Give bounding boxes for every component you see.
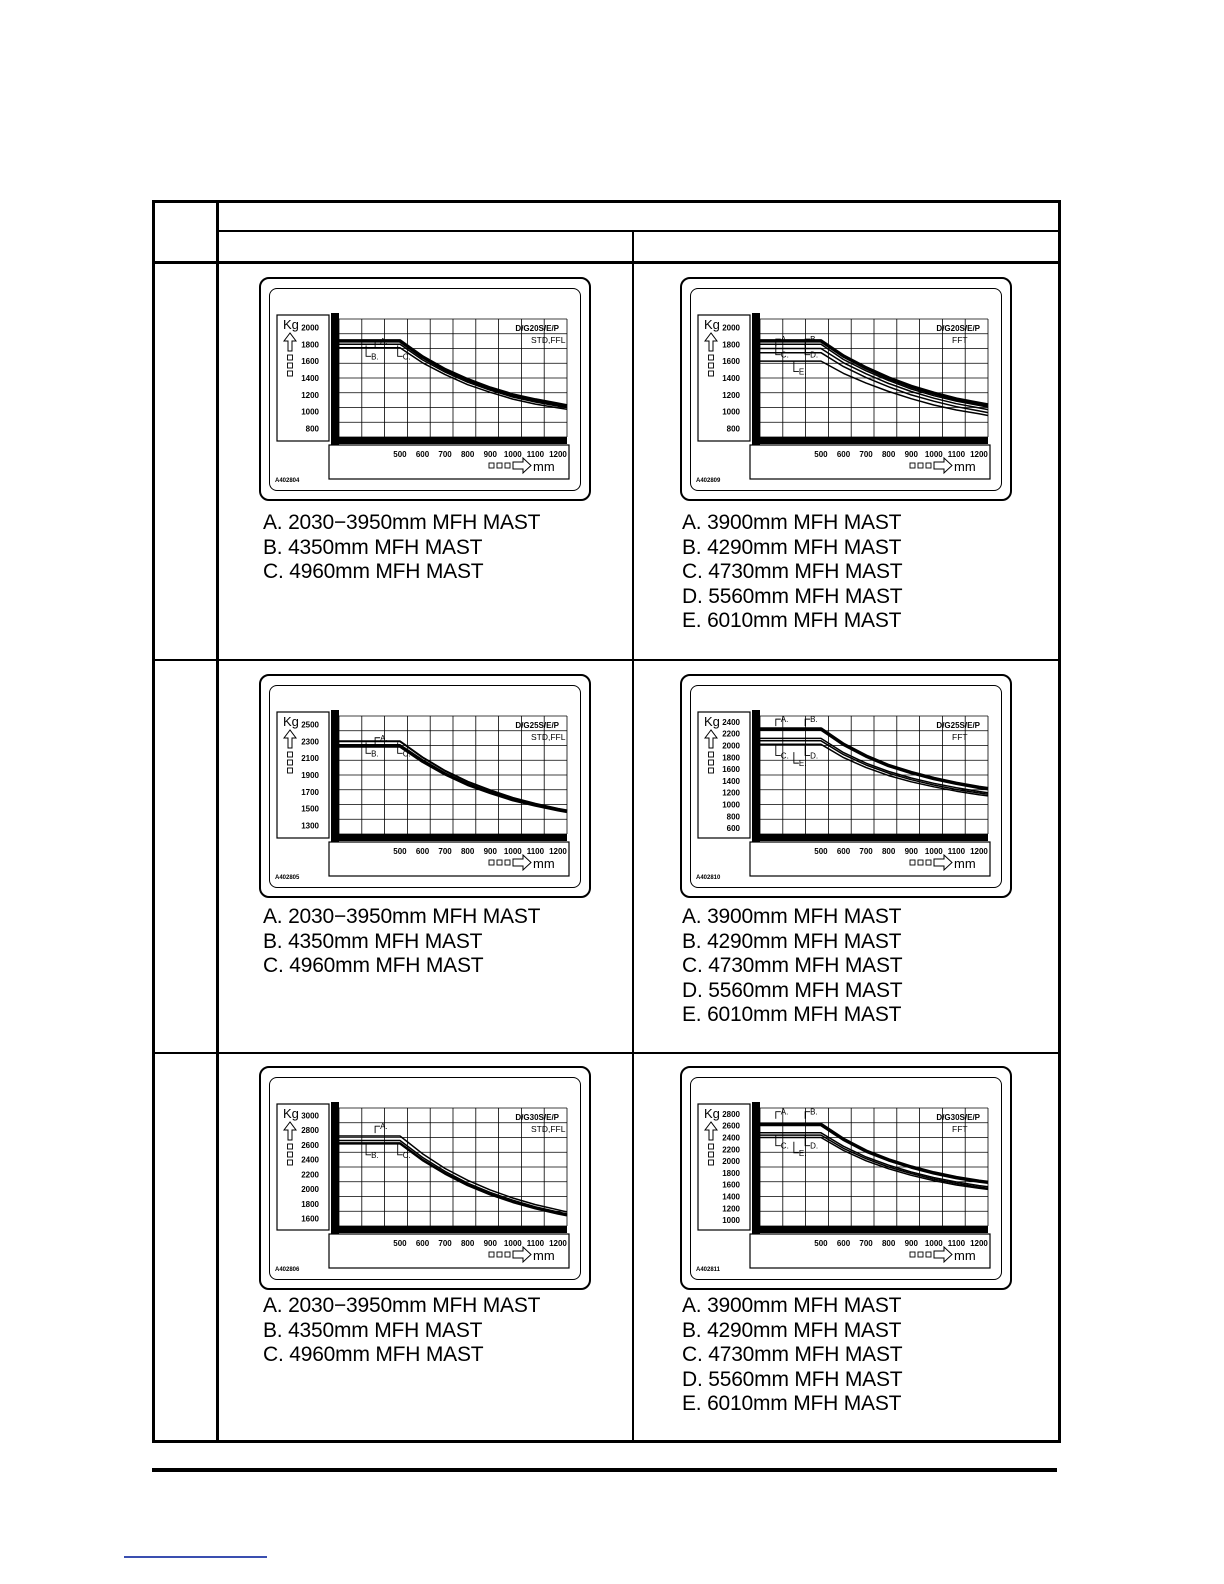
y-unit-label: Kg xyxy=(704,1106,720,1121)
x-tick-label: 600 xyxy=(415,847,430,856)
legend-item: C. 4960mm MFH MAST xyxy=(263,954,484,977)
legend-item: C. 4730mm MFH MAST xyxy=(682,560,903,583)
model-label: D/G20S/E/P xyxy=(515,324,559,333)
curve-label: D. xyxy=(810,751,819,761)
y-tick-label: 2300 xyxy=(301,737,319,747)
right-arrow-icon xyxy=(513,1247,531,1262)
capacity-chart xyxy=(680,1066,1012,1290)
square-icon xyxy=(497,860,502,865)
x-tick-label: 1000 xyxy=(503,1239,522,1248)
square-icon xyxy=(709,355,714,360)
y-tick-label: 1800 xyxy=(301,340,319,350)
right-arrow-icon xyxy=(934,458,952,473)
x-unit-label: mm xyxy=(954,459,976,474)
x-tick-label: 800 xyxy=(460,847,475,856)
legend-item: B. 4350mm MFH MAST xyxy=(263,535,483,559)
y-tick-label: 2000 xyxy=(301,323,319,333)
curve-label: E. xyxy=(798,759,807,769)
square-icon xyxy=(497,1252,502,1257)
square-icon xyxy=(918,463,923,468)
x-tick-label: 500 xyxy=(814,450,828,459)
mast-legend xyxy=(682,511,902,634)
x-tick-label: 800 xyxy=(460,1239,475,1248)
mast-legend xyxy=(263,511,540,585)
variant-label: FFT xyxy=(952,335,968,345)
square-icon xyxy=(288,363,293,368)
model-label: D/G25S/E/P xyxy=(936,721,980,730)
x-tick-label: 500 xyxy=(814,1239,828,1248)
variant-label: STD,FFL xyxy=(531,335,566,345)
table-divider-middle xyxy=(632,231,634,1443)
y-tick-label: 1400 xyxy=(301,374,319,383)
x-tick-label: 900 xyxy=(904,1239,918,1248)
x-tick-label: 800 xyxy=(881,450,896,459)
square-icon xyxy=(709,1160,714,1165)
model-label: D/G20S/E/P xyxy=(936,324,980,333)
curve-label: C. xyxy=(780,751,789,761)
y-tick-label: 3000 xyxy=(301,1111,319,1121)
curve-label: B. xyxy=(371,1150,379,1160)
curve-label: A. xyxy=(780,335,789,345)
y-tick-label: 800 xyxy=(305,424,319,434)
legend-item: C. 4730mm MFH MAST xyxy=(682,954,903,977)
legend-item: A. 3900mm MFH MAST xyxy=(682,511,902,534)
square-icon xyxy=(709,371,714,376)
curve-label: B. xyxy=(810,1107,818,1117)
y-unit-label: Kg xyxy=(283,317,299,332)
curve-label: D. xyxy=(810,350,819,360)
square-icon xyxy=(709,760,714,765)
curve-label: D. xyxy=(810,1141,819,1151)
y-unit-label: Kg xyxy=(283,1106,299,1121)
y-tick-label: 2000 xyxy=(301,1185,319,1195)
y-tick-label: 1200 xyxy=(722,390,740,400)
x-tick-label: 1000 xyxy=(924,1239,943,1248)
figure-code: A402809 xyxy=(696,478,721,484)
y-tick-label: 1800 xyxy=(722,1168,740,1178)
y-axis xyxy=(331,710,339,842)
y-tick-label: 2100 xyxy=(301,754,319,764)
x-tick-label: 700 xyxy=(438,450,452,459)
x-tick-label: 1100 xyxy=(526,847,545,856)
curve-label: B. xyxy=(810,715,818,725)
legend-item: C. 4960mm MFH MAST xyxy=(263,560,484,583)
x-tick-label: 800 xyxy=(881,847,896,856)
x-tick-label: 700 xyxy=(859,1239,873,1248)
x-tick-label: 1200 xyxy=(970,450,988,459)
variant-label: STD,FFL xyxy=(531,1124,566,1134)
y-axis xyxy=(752,313,760,445)
y-tick-label: 1300 xyxy=(301,821,319,831)
bottom-rule xyxy=(152,1468,1057,1472)
curve-label: C. xyxy=(402,352,411,362)
y-tick-label: 1000 xyxy=(301,407,319,417)
square-icon xyxy=(288,1144,293,1149)
right-arrow-icon xyxy=(934,1247,952,1262)
curve-label: C. xyxy=(402,749,411,759)
legend-item: E. 6010mm MFH MAST xyxy=(682,1003,902,1026)
x-tick-label: 600 xyxy=(836,1239,851,1248)
x-tick-label: 1100 xyxy=(947,1239,966,1248)
square-icon xyxy=(910,1252,915,1257)
square-icon xyxy=(288,1160,293,1165)
figure-code: A402810 xyxy=(696,875,721,881)
x-tick-label: 1100 xyxy=(947,450,966,459)
y-tick-label: 800 xyxy=(726,812,740,822)
x-tick-label: 1000 xyxy=(503,450,522,459)
legend-item: C. 4960mm MFH MAST xyxy=(263,1343,484,1366)
y-tick-label: 1600 xyxy=(722,357,740,367)
x-tick-label: 800 xyxy=(460,450,475,459)
legend-item: D. 5560mm MFH MAST xyxy=(682,584,903,608)
square-icon xyxy=(505,1252,510,1257)
y-tick-label: 2600 xyxy=(301,1140,319,1150)
y-tick-label: 2000 xyxy=(722,323,740,333)
square-icon xyxy=(489,463,494,468)
legend-item: C. 4730mm MFH MAST xyxy=(682,1343,903,1366)
x-tick-label: 900 xyxy=(904,450,918,459)
legend-item: B. 4290mm MFH MAST xyxy=(682,1318,902,1342)
y-unit-label: Kg xyxy=(704,317,720,332)
model-label: D/G30S/E/P xyxy=(515,1113,559,1122)
y-tick-label: 2000 xyxy=(722,1157,740,1167)
up-arrow-icon xyxy=(284,1122,296,1140)
x-axis xyxy=(752,1226,988,1233)
x-tick-label: 1200 xyxy=(970,847,988,856)
x-tick-label: 500 xyxy=(814,847,828,856)
y-tick-label: 1500 xyxy=(301,804,319,814)
y-tick-label: 1600 xyxy=(301,357,319,367)
up-arrow-icon xyxy=(284,730,296,748)
capacity-chart xyxy=(259,1066,591,1290)
table-divider-label-column xyxy=(216,200,219,1443)
x-tick-label: 1000 xyxy=(924,450,943,459)
y-axis xyxy=(752,1102,760,1234)
curve-label: C. xyxy=(402,1150,411,1160)
legend-item: A. 2030−3950mm MFH MAST xyxy=(263,905,541,928)
right-arrow-icon xyxy=(513,855,531,870)
x-tick-label: 1000 xyxy=(503,847,522,856)
up-arrow-icon xyxy=(705,730,717,748)
square-icon xyxy=(926,1252,931,1257)
square-icon xyxy=(489,1252,494,1257)
square-icon xyxy=(288,371,293,376)
x-unit-label: mm xyxy=(533,856,555,871)
y-tick-label: 1600 xyxy=(722,1180,740,1190)
x-tick-label: 500 xyxy=(393,847,407,856)
y-axis xyxy=(331,313,339,445)
legend-item: B. 4350mm MFH MAST xyxy=(263,1318,483,1342)
y-tick-label: 1200 xyxy=(301,390,319,400)
square-icon xyxy=(288,768,293,773)
y-tick-label: 1200 xyxy=(722,1204,740,1214)
square-icon xyxy=(910,463,915,468)
variant-label: FFT xyxy=(952,1124,968,1134)
legend-item: B. 4290mm MFH MAST xyxy=(682,929,902,953)
mast-legend xyxy=(263,1294,540,1368)
mast-legend xyxy=(682,1294,902,1417)
x-tick-label: 1200 xyxy=(549,450,567,459)
y-axis xyxy=(752,710,760,842)
y-tick-label: 2600 xyxy=(722,1121,740,1131)
x-tick-label: 600 xyxy=(415,450,430,459)
row-rule-1 xyxy=(152,659,1061,661)
load-capacity-label xyxy=(259,674,591,898)
legend-item: A. 3900mm MFH MAST xyxy=(682,905,902,928)
load-capacity-label xyxy=(680,1066,1012,1290)
y-tick-label: 1000 xyxy=(722,1216,740,1226)
figure-code: A402805 xyxy=(275,875,300,881)
x-tick-label: 600 xyxy=(836,847,851,856)
y-tick-label: 1800 xyxy=(722,753,740,763)
row-rule-2 xyxy=(152,1052,1061,1054)
model-label: D/G25S/E/P xyxy=(515,721,559,730)
y-tick-label: 1900 xyxy=(301,771,319,780)
x-unit-label: mm xyxy=(533,459,555,474)
square-icon xyxy=(926,860,931,865)
legend-item: D. 5560mm MFH MAST xyxy=(682,1367,903,1391)
capacity-chart xyxy=(259,277,591,501)
square-icon xyxy=(505,463,510,468)
legend-item: B. 4290mm MFH MAST xyxy=(682,535,902,559)
y-tick-label: 2400 xyxy=(301,1155,319,1165)
y-tick-label: 2200 xyxy=(722,1145,740,1155)
legend-item: A. 2030−3950mm MFH MAST xyxy=(263,1294,541,1317)
legend-item: A. 2030−3950mm MFH MAST xyxy=(263,511,541,534)
square-icon xyxy=(288,1152,293,1157)
mast-legend xyxy=(263,905,540,979)
square-icon xyxy=(288,355,293,360)
curve-label: B. xyxy=(371,749,379,759)
x-tick-label: 700 xyxy=(438,1239,452,1248)
x-axis xyxy=(752,834,988,841)
load-capacity-label xyxy=(259,1066,591,1290)
curve-label: A. xyxy=(380,733,388,743)
square-icon xyxy=(288,752,293,757)
y-tick-label: 1000 xyxy=(722,407,740,417)
x-unit-label: mm xyxy=(533,1248,555,1263)
square-icon xyxy=(926,463,931,468)
square-icon xyxy=(505,860,510,865)
square-icon xyxy=(709,752,714,757)
x-axis xyxy=(331,437,567,444)
x-tick-label: 1000 xyxy=(924,847,943,856)
load-capacity-label xyxy=(680,277,1012,501)
variant-label: STD,FFL xyxy=(531,732,566,742)
x-tick-label: 600 xyxy=(415,1239,430,1248)
x-axis xyxy=(752,437,988,444)
x-tick-label: 1100 xyxy=(526,1239,545,1248)
x-tick-label: 1100 xyxy=(947,847,966,856)
header-rule-2 xyxy=(152,261,1061,264)
x-tick-label: 700 xyxy=(859,450,873,459)
y-tick-label: 1700 xyxy=(301,787,319,797)
figure-code: A402804 xyxy=(275,478,300,484)
capacity-chart xyxy=(259,674,591,898)
square-icon xyxy=(288,760,293,765)
legend-item: A. 3900mm MFH MAST xyxy=(682,1294,902,1317)
y-tick-label: 2800 xyxy=(722,1109,740,1119)
y-tick-label: 1800 xyxy=(722,340,740,350)
y-tick-label: 2000 xyxy=(722,741,740,751)
square-icon xyxy=(918,860,923,865)
x-tick-label: 1200 xyxy=(970,1239,988,1248)
square-icon xyxy=(918,1252,923,1257)
right-arrow-icon xyxy=(513,458,531,473)
square-icon xyxy=(709,1152,714,1157)
y-unit-label: Kg xyxy=(704,714,720,729)
curve-label: B. xyxy=(810,335,818,345)
curve-label: A. xyxy=(780,715,789,725)
y-tick-label: 2800 xyxy=(301,1126,319,1136)
x-tick-label: 1200 xyxy=(549,1239,567,1248)
y-tick-label: 600 xyxy=(726,824,740,834)
x-tick-label: 800 xyxy=(881,1239,896,1248)
x-tick-label: 700 xyxy=(859,847,873,856)
x-tick-label: 1200 xyxy=(549,847,567,856)
x-tick-label: 900 xyxy=(483,1239,497,1248)
curve-label: A. xyxy=(780,1107,789,1117)
y-axis xyxy=(331,1102,339,1234)
y-label-box xyxy=(277,1104,329,1230)
y-tick-label: 1400 xyxy=(722,776,740,786)
x-tick-label: 900 xyxy=(483,450,497,459)
figure-code: A402806 xyxy=(275,1267,300,1273)
x-axis xyxy=(331,1226,567,1233)
y-tick-label: 2200 xyxy=(301,1170,319,1180)
square-icon xyxy=(709,1144,714,1149)
y-tick-label: 2200 xyxy=(722,729,740,739)
y-tick-label: 2400 xyxy=(722,717,740,727)
x-tick-label: 1100 xyxy=(526,450,545,459)
x-tick-label: 900 xyxy=(904,847,918,856)
square-icon xyxy=(709,768,714,773)
curve-label: A. xyxy=(380,336,388,346)
y-tick-label: 1600 xyxy=(301,1214,319,1224)
curve-label: B. xyxy=(371,352,379,362)
x-tick-label: 600 xyxy=(836,450,851,459)
square-icon xyxy=(489,860,494,865)
model-label: D/G30S/E/P xyxy=(936,1113,980,1122)
x-tick-label: 500 xyxy=(393,1239,407,1248)
y-tick-label: 1400 xyxy=(722,374,740,383)
figure-code: A402811 xyxy=(696,1267,721,1273)
x-unit-label: mm xyxy=(954,1248,976,1263)
curve-label: A. xyxy=(380,1122,388,1132)
curve-label: E. xyxy=(798,367,807,377)
y-tick-label: 800 xyxy=(726,424,740,434)
legend-item: B. 4350mm MFH MAST xyxy=(263,929,483,953)
y-tick-label: 1000 xyxy=(722,800,740,810)
curve-label: E. xyxy=(798,1148,807,1158)
square-icon xyxy=(910,860,915,865)
square-icon xyxy=(497,463,502,468)
x-tick-label: 500 xyxy=(393,450,407,459)
load-capacity-label xyxy=(680,674,1012,898)
square-icon xyxy=(709,363,714,368)
x-unit-label: mm xyxy=(954,856,976,871)
y-tick-label: 1600 xyxy=(722,765,740,775)
capacity-chart xyxy=(680,674,1012,898)
legend-item: E. 6010mm MFH MAST xyxy=(682,1392,902,1415)
variant-label: FFT xyxy=(952,732,968,742)
y-tick-label: 2400 xyxy=(722,1133,740,1143)
right-arrow-icon xyxy=(934,855,952,870)
x-axis xyxy=(331,834,567,841)
legend-item: D. 5560mm MFH MAST xyxy=(682,978,903,1002)
load-capacity-label xyxy=(259,277,591,501)
footer-link[interactable] xyxy=(124,1556,267,1558)
up-arrow-icon xyxy=(705,333,717,351)
up-arrow-icon xyxy=(705,1122,717,1140)
y-unit-label: Kg xyxy=(283,714,299,729)
legend-item: E. 6010mm MFH MAST xyxy=(682,609,902,632)
curve-label: C. xyxy=(780,1141,789,1151)
header-rule-1 xyxy=(216,230,1061,232)
capacity-chart xyxy=(680,277,1012,501)
x-tick-label: 700 xyxy=(438,847,452,856)
x-tick-label: 900 xyxy=(483,847,497,856)
y-tick-label: 1400 xyxy=(722,1192,740,1202)
y-tick-label: 2500 xyxy=(301,720,319,730)
y-tick-label: 1800 xyxy=(301,1199,319,1209)
mast-legend xyxy=(682,905,902,1028)
curve-label: C. xyxy=(780,350,789,360)
y-tick-label: 1200 xyxy=(722,788,740,798)
up-arrow-icon xyxy=(284,333,296,351)
